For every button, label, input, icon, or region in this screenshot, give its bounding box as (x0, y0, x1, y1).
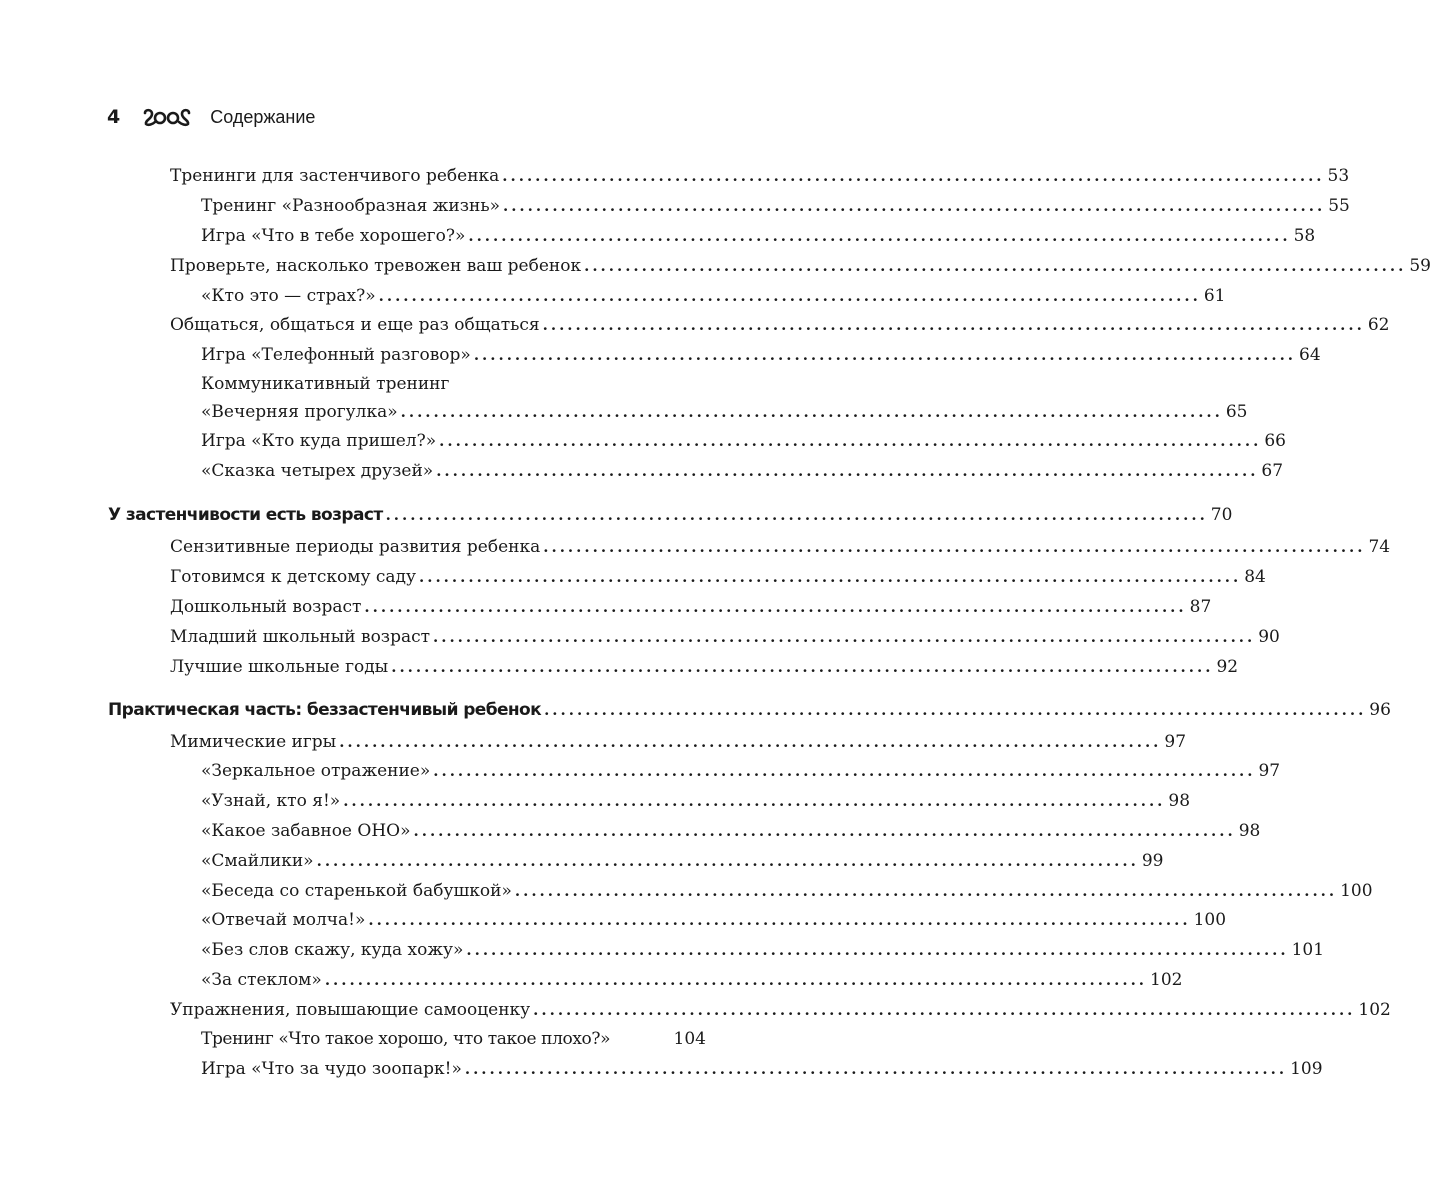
toc-entry-title: «Вечерняя прогулка» (201, 402, 398, 422)
toc-entry-title: «Кто это — страх?» (201, 286, 376, 306)
toc-leader: .................................................................................................... (468, 227, 1291, 245)
toc-entry-title: «Зеркальное отражение» (201, 761, 431, 781)
toc-entry-title: «Сказка четырех друзей» (201, 461, 434, 481)
toc-entry-page: 59 (1409, 256, 1431, 276)
toc-entry[interactable] (201, 1059, 1323, 1079)
toc-entry-title: Тренинги для застенчивого ребенка (170, 166, 500, 186)
toc-chapter[interactable] (108, 505, 1233, 525)
toc-entry-page: 102 (1150, 970, 1183, 990)
toc-entry[interactable] (201, 431, 1286, 451)
toc-entry-page: 53 (1327, 166, 1350, 186)
toc-leader: .................................................................................................... (502, 167, 1325, 185)
toc-chapter-page: 96 (1369, 700, 1391, 720)
toc-entry-page: 97 (1258, 761, 1281, 781)
toc-entry-page: 101 (1291, 940, 1325, 960)
page-number: 4 (107, 106, 121, 128)
toc-entry[interactable] (170, 627, 1280, 647)
toc-entry-page: 104 (673, 1029, 706, 1049)
toc-leader: .................................................................................................... (316, 852, 1139, 870)
toc-entry[interactable] (201, 226, 1316, 246)
toc-entry-page: 98 (1168, 791, 1191, 811)
toc-entry-page: 100 (1340, 881, 1373, 901)
toc-leader: .................................................................................................... (466, 941, 1289, 959)
toc-leader: .................................................................................................... (502, 197, 1326, 215)
toc-entry[interactable] (170, 1000, 1391, 1020)
toc-entry-title: «Какое забавное ОНО» (201, 821, 411, 841)
toc-leader: .................................................................................................... (339, 733, 1162, 751)
toc-entry[interactable] (201, 940, 1325, 960)
toc-entry-title: Готовимся к детскому саду (170, 567, 417, 587)
toc-entry-page: 55 (1328, 196, 1350, 216)
toc-entry-page: 97 (1164, 732, 1187, 752)
toc-entry[interactable] (201, 851, 1164, 871)
toc-entry-title-line[interactable]: Коммуникативный тренинг (201, 374, 450, 394)
toc-chapter-title: У застенчивости есть возраст (108, 505, 383, 525)
toc-entry-page: 102 (1358, 1000, 1391, 1020)
toc-leader: .................................................................................................... (419, 568, 1242, 586)
toc-entry-title: Младший школьный возраст (170, 627, 431, 647)
toc-entry-page: 64 (1299, 345, 1321, 365)
toc-leader: .................................................................................................... (544, 701, 1367, 719)
toc-entry[interactable] (170, 256, 1431, 276)
toc-entry[interactable] (201, 881, 1373, 901)
toc-entry[interactable] (170, 315, 1390, 335)
toc-entry-title: Сензитивные периоды развития ребенка (170, 537, 541, 557)
toc-entry-page: 66 (1264, 431, 1286, 451)
toc-entry-title: «Смайлики» (201, 851, 314, 871)
toc-leader: .................................................................................................... (533, 1001, 1356, 1019)
toc-entry-title: «Беседа со старенькой бабушкой» (201, 881, 512, 901)
toc-leader: .................................................................................................... (391, 658, 1214, 676)
toc-leader: .................................................................................................... (433, 762, 1256, 780)
toc-entry[interactable] (201, 461, 1284, 481)
toc-leader: .................................................................................................... (464, 1060, 1288, 1078)
toc-leader: .................................................................................................... (368, 911, 1191, 929)
toc-entry[interactable] (201, 345, 1321, 365)
toc-entry-title: Игра «Кто куда пришел?» (201, 431, 437, 451)
toc-entry-page: 58 (1293, 226, 1316, 246)
toc-entry-title: «Отвечай молча!» (201, 910, 366, 930)
toc-entry-title: «Узнай, кто я!» (201, 791, 341, 811)
toc-leader: .................................................................................................... (378, 287, 1201, 305)
toc-entry[interactable] (170, 537, 1391, 557)
toc-entry[interactable] (201, 286, 1226, 306)
toc-entry-page: 90 (1258, 627, 1280, 647)
toc-entry[interactable] (201, 791, 1191, 811)
toc-leader: .................................................................................................... (433, 628, 1256, 646)
toc-entry-page: 84 (1244, 567, 1266, 587)
toc-entry[interactable] (201, 1029, 706, 1049)
toc-leader: .................................................................................................... (439, 432, 1262, 450)
toc-leader: .................................................................................................... (413, 822, 1236, 840)
toc-entry-page: 67 (1261, 461, 1284, 481)
section-title: Содержание (210, 106, 316, 127)
toc-entry-title: Общаться, общаться и еще раз общаться (170, 315, 540, 335)
toc-entry-title: Тренинг «Разнообразная жизнь» (201, 196, 500, 216)
toc-entry-title: Игра «Телефонный разговор» (201, 345, 471, 365)
toc-entry-title: Дошкольный возраст (170, 597, 362, 617)
toc-entry-title: «Без слов скажу, куда хожу» (201, 940, 464, 960)
toc-entry[interactable] (201, 910, 1227, 930)
toc-entry[interactable] (170, 567, 1266, 587)
toc-leader: .................................................................................................... (473, 346, 1297, 364)
running-header (107, 103, 315, 131)
toc-entry-page: 92 (1216, 657, 1239, 677)
toc-entry[interactable] (201, 821, 1261, 841)
ornament-icon (142, 107, 192, 127)
toc-chapter[interactable] (108, 700, 1391, 720)
toc-entry-page: 74 (1368, 537, 1391, 557)
toc-entry[interactable] (170, 597, 1212, 617)
toc-entry[interactable] (170, 732, 1187, 752)
toc-leader: .................................................................................................... (542, 316, 1365, 334)
toc-entry[interactable] (201, 761, 1281, 781)
toc-leader: .................................................................................................... (400, 403, 1223, 421)
toc-entry-page: 61 (1203, 286, 1226, 306)
toc-entry-page: 87 (1189, 597, 1212, 617)
toc-entry-title: Тренинг «Что такое хорошо, что такое плохо?» (201, 1029, 611, 1049)
toc-leader: .................................................................................................... (584, 257, 1407, 275)
toc-chapter-page: 70 (1210, 505, 1233, 525)
toc-entry-title: Проверьте, насколько тревожен ваш ребенок (170, 256, 582, 276)
toc-entry-title: «За стеклом» (201, 970, 322, 990)
toc-entry-page: 100 (1193, 910, 1227, 930)
toc-entry[interactable] (201, 196, 1350, 216)
toc-leader: .................................................................................................... (364, 598, 1187, 616)
toc-chapter-title: Практическая часть: беззастенчивый ребенок (108, 700, 542, 720)
toc-entry[interactable] (201, 970, 1183, 990)
toc-leader: .................................................................................................... (543, 538, 1366, 556)
toc-leader: .................................................................................................... (436, 462, 1259, 480)
toc-entry-title: Игра «Что за чудо зоопарк!» (201, 1059, 462, 1079)
toc-entry[interactable] (170, 166, 1350, 186)
toc-entry-page: 62 (1367, 315, 1390, 335)
toc-leader: .................................................................................................... (385, 506, 1208, 524)
toc-entry-title: Лучшие школьные годы (170, 657, 389, 677)
toc-entry-page: 98 (1238, 821, 1261, 841)
toc-entry-page: 65 (1225, 402, 1248, 422)
toc-entry-title: Упражнения, повышающие самооценку (170, 1000, 531, 1020)
toc-entry-title: Мимические игры (170, 732, 337, 752)
toc-entry-page: 109 (1290, 1059, 1323, 1079)
toc-entry[interactable] (201, 402, 1248, 422)
toc-leader: .................................................................................................... (514, 882, 1338, 900)
toc-entry-page: 99 (1141, 851, 1164, 871)
toc-entry-title: Игра «Что в тебе хорошего?» (201, 226, 466, 246)
toc-entry[interactable] (170, 657, 1239, 677)
toc-leader: .................................................................................................... (324, 971, 1148, 989)
toc-leader: .................................................................................................... (343, 792, 1166, 810)
